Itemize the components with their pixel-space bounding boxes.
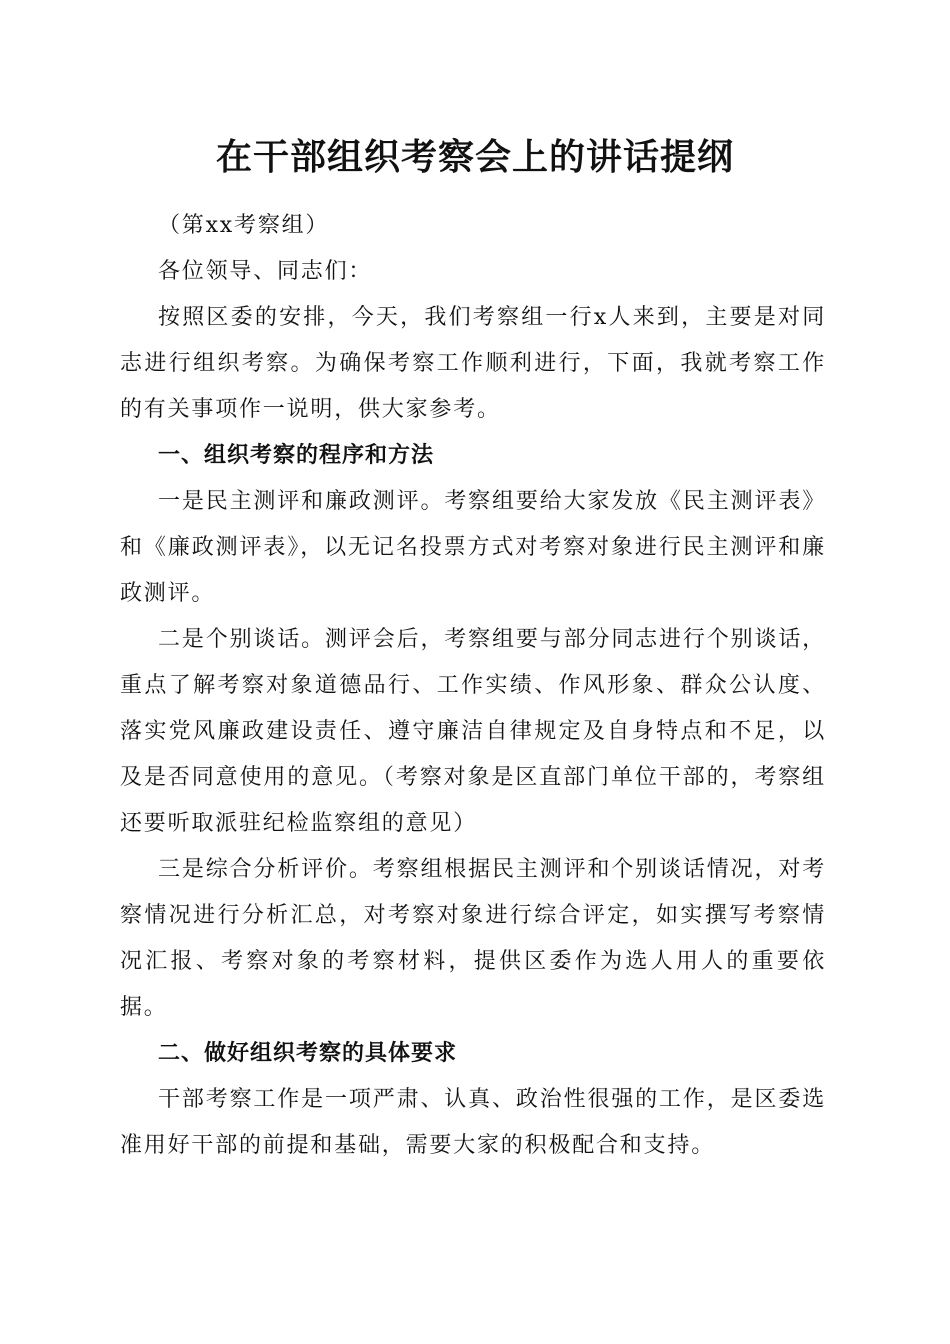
greeting: 各位领导、同志们：	[158, 259, 373, 284]
item-text: 考察组要给大家发放《民主测评表》和《廉政测评表》，以无记名投票方式对考察对象进行民主测评和廉政测评。	[120, 489, 826, 606]
item-text: 考察组根据民主测评和个别谈话情况，对考察情况进行分析汇总，对考察对象进行综合评定，如实撰写考察情况汇报、考察对象的考察材料，提供区委作为选人用人的重要依据。	[120, 857, 826, 1020]
section1-item-3	[120, 847, 826, 1031]
section1-item-1	[120, 479, 826, 617]
section-heading-2: 二、做好组织考察的具体要求	[158, 1041, 458, 1066]
intro-paragraph: 按照区委的安排，今天，我们考察组一行x人来到，主要是对同志进行组织考察。为确保考察工作顺利进行，下面，我就考察工作的有关事项作一说明，供大家参考。	[120, 305, 826, 422]
section2-paragraph: 干部考察工作是一项严肃、认真、政治性很强的工作，是区委选准用好干部的前提和基础，需要大家的积极配合和支持。	[120, 1087, 826, 1158]
document-title: 在干部组织考察会上的讲话提纲	[215, 137, 734, 178]
section-heading-1: 一、组织考察的程序和方法	[158, 443, 435, 468]
item-lead: 一是民主测评和廉政测评。	[158, 489, 445, 514]
byline: （第xx考察组）	[158, 213, 330, 238]
item-lead: 三是综合分析评价。	[158, 857, 373, 882]
section1-item-2	[120, 617, 826, 847]
item-text: 测评会后，考察组要与部分同志进行个别谈话，重点了解考察对象道德品行、工作实绩、作风形象、群众公认度、落实党风廉政建设责任、遵守廉洁自律规定及自身特点和不足，以及是否同意使用的意见。（考察对象是区直部门单位干部的，考察组还要听取派驻纪检监察组的意见）	[120, 627, 826, 836]
document-body	[120, 203, 826, 1169]
item-lead: 二是个别谈话。	[158, 627, 326, 652]
